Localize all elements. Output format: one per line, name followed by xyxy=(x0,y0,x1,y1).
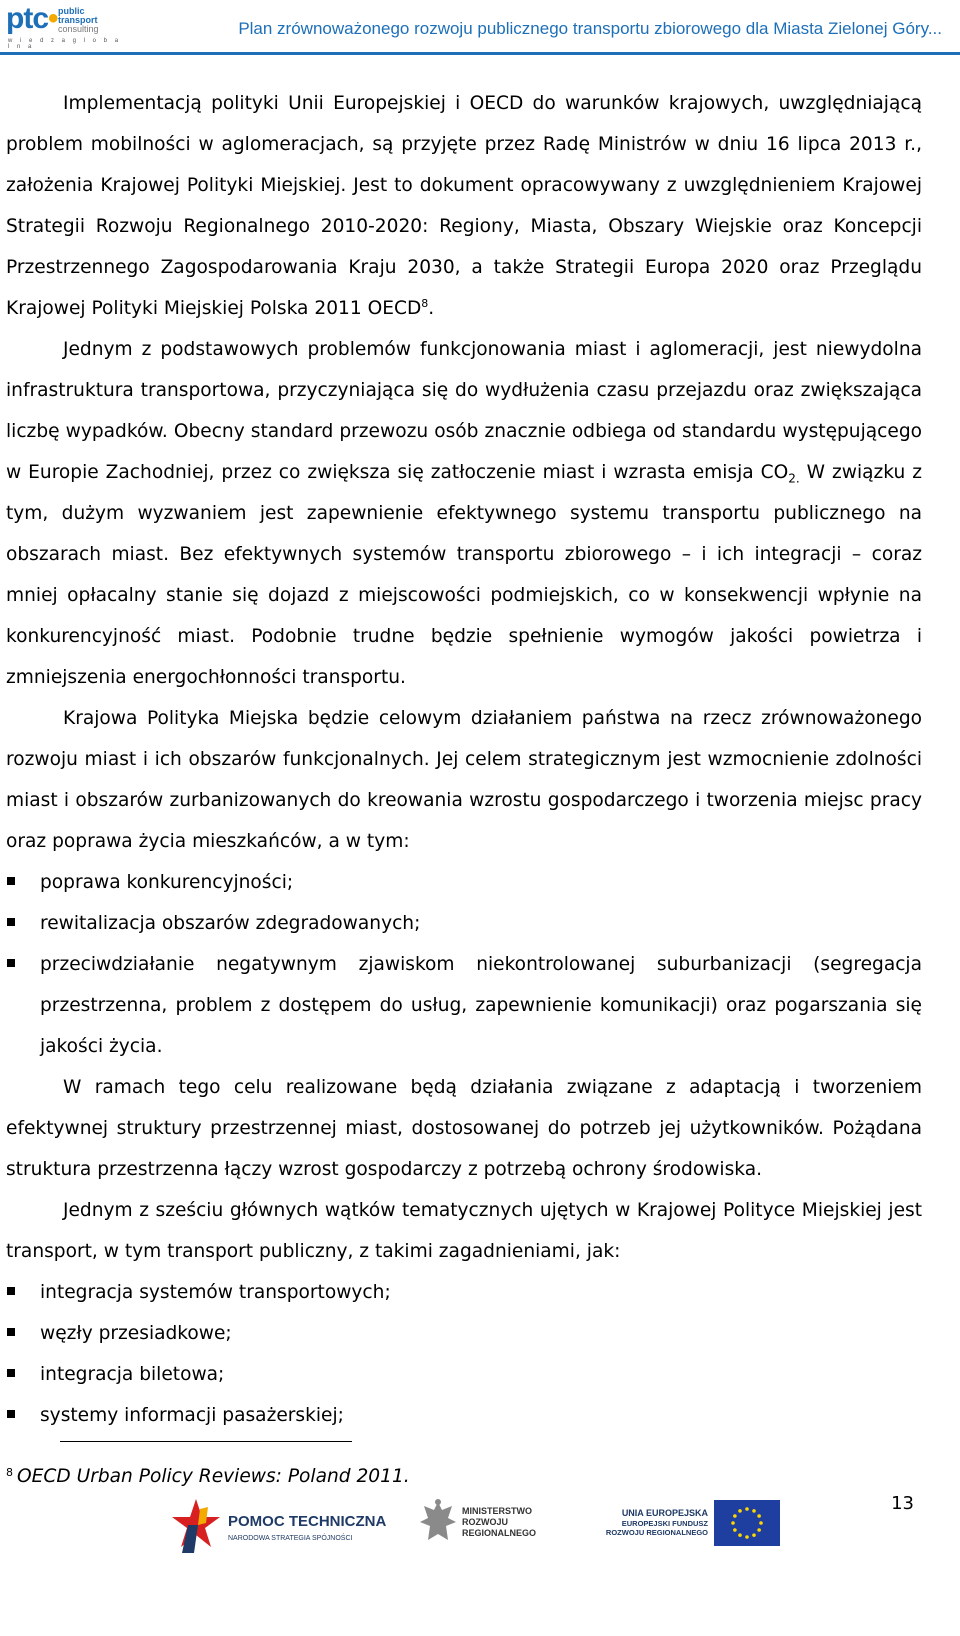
ptc-logo xyxy=(6,4,124,48)
footnote-divider xyxy=(60,1441,352,1442)
eu-flag-icon xyxy=(714,1500,780,1546)
list-item: integracja biletowa; xyxy=(6,1354,922,1395)
eu-star-icon xyxy=(752,1509,756,1513)
list-item: integracja systemów transportowych; xyxy=(6,1272,922,1313)
eu-star-icon xyxy=(759,1521,763,1525)
page-header xyxy=(0,0,960,58)
list-item: węzły przesiadkowe; xyxy=(6,1313,922,1354)
bullet-icon xyxy=(7,1369,15,1377)
paragraph: Krajowa Polityka Miejska będzie celowym działaniem państwa na rzecz zrównoważonego rozwoju miast i ich obszarów funkcjonalnych. Jej celem strategicznym jest wzmocnienie zdolności miast i obszarów zurbanizowanych do kreowania wzrostu gospodarczego i tworzenia miejsc pracy oraz poprawa życia mieszkańców, a w tym: xyxy=(6,708,922,852)
bullet-icon xyxy=(7,959,15,967)
bullet-icon xyxy=(7,877,15,885)
footnote-reference[interactable]: 8 xyxy=(421,296,429,310)
polish-eagle-icon xyxy=(418,1496,458,1552)
paragraph: Implementacją polityki Unii Europejskiej i OECD do warunków krajowych, uwzględniającą problem mobilności w aglomeracjach, są przyjęte przez Radę Ministrów w dniu 16 lipca 2013 r., założenia Krajowej Polityki Miejskiej. Jest to dokument opracowywany z uwzględnieniem Krajowej Strategii Rozwoju Regionalnego 2010-2020: Regiony, Miasta, Obszary Wiejskie oraz Koncepcji Przestrzennego Zagospodarowania Kraju 2030, a także Strategii Europa 2020 oraz Przeglądu Krajowej Polityki Miejskiej Polska 2011 OECD$^8$. xyxy=(6,93,922,319)
footnote-number: 8 xyxy=(6,1466,13,1479)
eu-star-icon xyxy=(738,1533,742,1537)
ministerstwo-text: MINISTERSTWO ROZWOJU REGIONALNEGO xyxy=(462,1506,537,1538)
list-item: przeciwdziałanie negatywnym zjawiskom niekontrolowanej suburbanizacji (segregacja przestrzenna, problem z dostępem do usług, zapewnienie komunikacji) oraz pogarszania się jakości życia. xyxy=(6,944,922,1067)
ptc-logo-text: public transport consulting xyxy=(58,6,99,34)
eu-star-icon xyxy=(752,1533,756,1537)
footnote-text: OECD Urban Policy Reviews: Poland 2011. xyxy=(17,1466,410,1487)
eu-star-icon xyxy=(757,1528,761,1532)
list-item: poprawa konkurencyjności; xyxy=(6,862,922,903)
page-number: 13 xyxy=(891,1493,914,1514)
bullet-icon xyxy=(7,918,15,926)
list-item: systemy informacji pasażerskiej; xyxy=(6,1395,922,1436)
bullet-list xyxy=(6,1272,922,1436)
ptc-logo-brand: ptc• xyxy=(6,2,58,35)
footnote xyxy=(6,1466,410,1487)
eu-star-icon xyxy=(757,1514,761,1518)
pomoc-techniczna-title: POMOC TECHNICZNA xyxy=(228,1513,387,1530)
pomoc-techniczna-subtitle: NARODOWA STRATEGIA SPÓJNOŚCI xyxy=(228,1535,353,1542)
ministerstwo-logo xyxy=(418,1496,568,1556)
ue-logo xyxy=(590,1500,780,1550)
header-divider xyxy=(0,52,960,55)
eu-star-icon xyxy=(731,1521,735,1525)
document-body xyxy=(6,83,922,1436)
list-item: rewitalizacja obszarów zdegradowanych; xyxy=(6,903,922,944)
paragraph: Jednym z sześciu głównych wątków tematycznych ujętych w Krajowej Polityce Miejskiej jest transport, w tym transport publiczny, z takimi zagadnieniami, jak: xyxy=(6,1200,922,1262)
ptc-logo-tagline: w i e d z a g l o b a l n a xyxy=(8,38,122,50)
paragraph: Jednym z podstawowych problemów funkcjonowania miast i aglomeracji, jest niewydolna infrastruktura transportowa, przyczyniająca się do wydłużenia czasu przejazdu oraz zwiększająca liczbę wypadków. Obecny standard przewozu osób znacznie odbiega od standardu występującego w Europie Zachodniej, przez co zwiększa się zatłoczenie miast i wzrasta emisja $CO_{2.}$ W związku z tym, dużym wyzwaniem jest zapewnienie efektywnego systemu transportu publicznego na obszarach miast. Bez efektywnych systemów transportu zbiorowego – i ich integracji – coraz mniej opłacalny stanie się dojazd z miejscowości podmiejskich, co w konsekwencji wpłynie na konkurencyjność miast. Podobnie trudne będzie spełnienie wymogów jakości powietrza i zmniejszenia energochłonności transportu. xyxy=(6,339,922,688)
pomoc-techniczna-emblem-icon xyxy=(168,1495,224,1555)
bullet-icon xyxy=(7,1328,15,1336)
eu-star-icon xyxy=(738,1509,742,1513)
eu-star-icon xyxy=(745,1507,749,1511)
document-title: Plan zrównoważonego rozwoju publicznego transportu zbiorowego dla Miasta Zielonej Góry... xyxy=(238,19,942,38)
paragraph: W ramach tego celu realizowane będą działania związane z adaptacją i tworzeniem efektywnej struktury przestrzennej miast, dostosowanej do potrzeb jej użytkowników. Pożądana struktura przestrzenna łączy wzrost gospodarczy z potrzebą ochrony środowiska. xyxy=(6,1077,922,1180)
bullet-icon xyxy=(7,1287,15,1295)
eu-star-icon xyxy=(745,1535,749,1539)
pomoc-techniczna-logo xyxy=(168,1495,388,1555)
eu-star-icon xyxy=(733,1528,737,1532)
eu-star-icon xyxy=(733,1514,737,1518)
bullet-list xyxy=(6,862,922,1067)
bullet-icon xyxy=(7,1410,15,1418)
ue-text: UNIA EUROPEJSKA EUROPEJSKI FUNDUSZ ROZWOJU REGIONALNEGO xyxy=(605,1508,708,1537)
